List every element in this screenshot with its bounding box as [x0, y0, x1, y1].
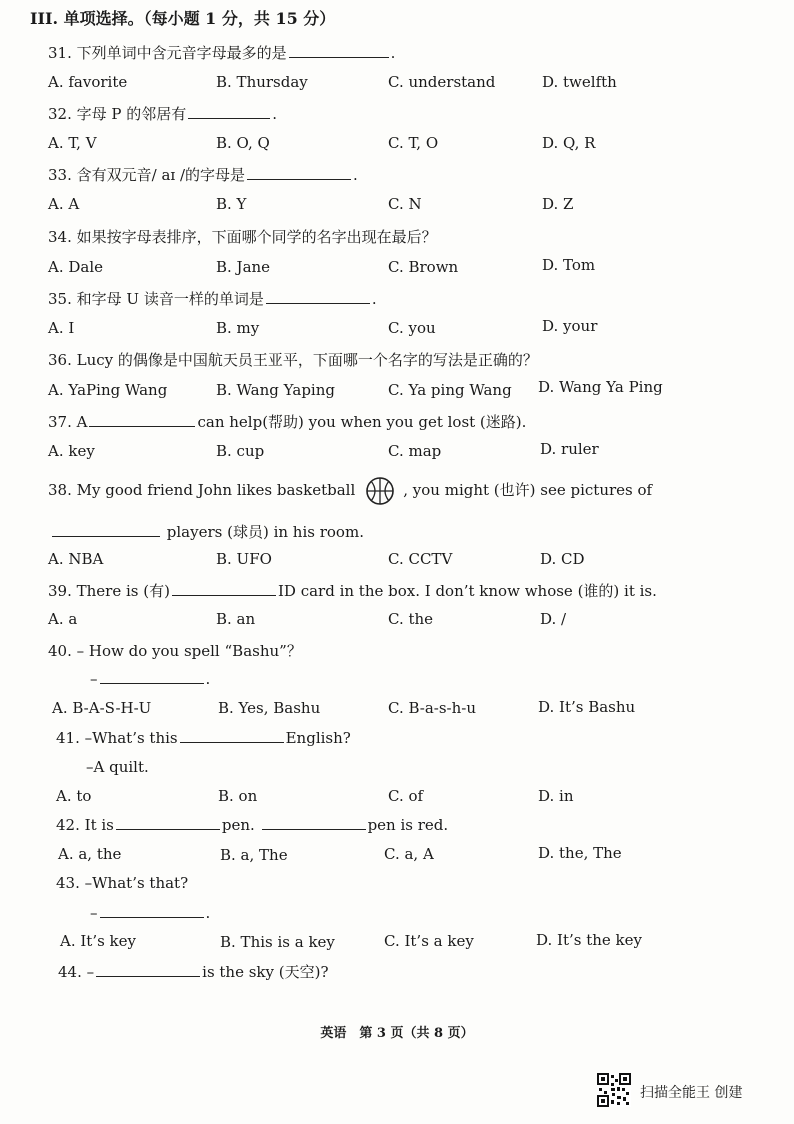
- question-text: –What’s that?: [84, 874, 189, 892]
- option-d: D. Wang Ya Ping: [538, 378, 663, 396]
- question-33: [48, 164, 358, 185]
- option-b: B. Y: [216, 195, 247, 213]
- option-b: B. UFO: [216, 550, 272, 568]
- option-c: C. Ya ping Wang: [388, 381, 512, 399]
- question-text: 和字母 U 读音一样的单词是: [76, 290, 264, 308]
- page-footer: 英语 第 3 页（共 8 页）: [320, 1026, 474, 1041]
- option-c: C. It’s a key: [384, 932, 474, 950]
- option-b: B. my: [216, 319, 260, 337]
- option-c: C. CCTV: [388, 550, 453, 568]
- question-text-post: can help(帮助) you when you get lost (迷路).: [197, 413, 527, 431]
- question-44: [58, 961, 329, 982]
- option-c: C. map: [388, 442, 442, 460]
- question-text-post: is the sky (天空)?: [202, 963, 329, 981]
- answer-blank: [89, 425, 195, 427]
- option-c: C. of: [388, 787, 424, 805]
- question-number: 42.: [56, 816, 80, 834]
- question-43: [56, 874, 188, 892]
- question-number: 39.: [48, 582, 72, 600]
- question-punct: .: [272, 105, 278, 123]
- question-41-reply: –A quilt.: [86, 758, 149, 776]
- option-b: B. Jane: [216, 258, 271, 276]
- question-34: [48, 226, 437, 247]
- question-punct: .: [371, 290, 377, 308]
- option-d: D. CD: [540, 550, 585, 568]
- option-b: B. cup: [216, 442, 265, 460]
- question-42: [56, 816, 448, 834]
- option-d: D. /: [540, 610, 567, 628]
- option-a: A. I: [48, 319, 75, 337]
- answer-blank: [262, 828, 366, 830]
- question-35: [48, 288, 377, 309]
- question-text-mid: pen.: [221, 816, 255, 834]
- reply-dash: –: [90, 670, 98, 688]
- question-text-post: ID card in the box. I don’t know whose (谁的) it is.: [277, 582, 657, 600]
- question-number: 37.: [48, 413, 72, 431]
- option-a: A. a: [48, 610, 78, 628]
- option-a: A. It’s key: [60, 932, 136, 950]
- question-36: [48, 349, 538, 370]
- question-number: 40.: [48, 642, 72, 660]
- scanner-watermark-label: 扫描全能王 创建: [640, 1085, 743, 1101]
- answer-blank: [180, 741, 284, 743]
- option-a: A. favorite: [48, 73, 128, 91]
- question-38-continuation: [50, 521, 364, 542]
- option-a: A. A: [48, 195, 80, 213]
- question-text-pre: My good friend John likes basketball: [76, 481, 356, 499]
- option-d: D. It’s Bashu: [538, 698, 636, 716]
- option-d: D. ruler: [540, 440, 599, 458]
- option-c: C. understand: [388, 73, 496, 91]
- question-number: 36.: [48, 351, 72, 369]
- section-title: III. 单项选择。（每小题 1 分，共 15 分）: [30, 9, 336, 28]
- option-c: C. you: [388, 319, 436, 337]
- option-a: A. B-A-S-H-U: [52, 699, 152, 717]
- question-32: [48, 103, 277, 124]
- option-d: D. Q, R: [542, 134, 596, 152]
- option-a: A. YaPing Wang: [48, 381, 168, 399]
- question-text-pre: A: [76, 413, 88, 431]
- reply-dash: –: [90, 904, 98, 922]
- question-number: 41.: [56, 729, 80, 747]
- answer-blank: [289, 56, 389, 58]
- option-b: B. on: [218, 787, 258, 805]
- answer-blank: [266, 302, 370, 304]
- option-b: B. an: [216, 610, 256, 628]
- option-c: C. N: [388, 195, 422, 213]
- answer-blank: [247, 178, 351, 180]
- reply-punct: .: [205, 904, 211, 922]
- question-text-pre: –What’s this: [84, 729, 178, 747]
- question-text: 含有双元音/ aɪ /的字母是: [76, 166, 246, 184]
- option-b: B. O, Q: [216, 134, 270, 152]
- option-a: A. a, the: [58, 845, 122, 863]
- question-number: 34.: [48, 228, 72, 246]
- question-39: [48, 580, 657, 601]
- option-d: D. Z: [542, 195, 574, 213]
- question-number: 44.: [58, 963, 82, 981]
- question-number: 43.: [56, 874, 80, 892]
- option-b: B. This is a key: [220, 933, 335, 951]
- answer-blank: [172, 594, 276, 596]
- option-d: D. Tom: [542, 256, 596, 274]
- question-43-reply: [90, 904, 210, 922]
- answer-blank: [100, 916, 204, 918]
- question-text: – How do you spell “Bashu”？: [76, 642, 302, 660]
- question-40: [48, 640, 302, 661]
- question-41: [56, 729, 351, 747]
- question-text: Lucy 的偶像是中国航天员王亚平，下面哪一个名字的写法是正确的？: [76, 351, 538, 369]
- question-punct: .: [353, 166, 358, 184]
- answer-blank: [100, 682, 204, 684]
- option-d: D. twelfth: [542, 73, 617, 91]
- question-number: 35.: [48, 290, 72, 308]
- option-d: D. in: [538, 787, 574, 805]
- option-c: C. the: [388, 610, 434, 628]
- question-text-post: English?: [285, 729, 351, 747]
- question-text: 字母 P 的邻居有: [76, 105, 187, 123]
- basketball-icon: [365, 476, 395, 506]
- question-text-pre: It is: [84, 816, 114, 834]
- question-number: 38.: [48, 481, 72, 499]
- option-c: C. a, A: [384, 845, 434, 863]
- option-b: B. Wang Yaping: [216, 381, 335, 399]
- question-text: 下列单词中含元音字母最多的是: [76, 44, 287, 62]
- option-a: A. T, V: [48, 134, 97, 152]
- option-d: D. the, The: [538, 844, 622, 862]
- question-text-post: , you might (也许) see pictures of: [403, 481, 653, 499]
- question-40-reply: [90, 670, 210, 688]
- question-punct: .: [390, 44, 396, 62]
- option-b: B. Yes, Bashu: [218, 699, 321, 717]
- option-a: A. key: [48, 442, 95, 460]
- question-text: 如果按字母表排序，下面哪个同学的名字出现在最后？: [76, 228, 437, 246]
- option-a: A. NBA: [48, 550, 104, 568]
- option-b: B. a, The: [220, 846, 288, 864]
- qr-code-icon: [597, 1073, 631, 1107]
- option-b: B. Thursday: [216, 73, 308, 91]
- option-c: C. B-a-s-h-u: [388, 699, 477, 717]
- question-number: 33.: [48, 166, 72, 184]
- answer-blank: [116, 828, 220, 830]
- question-31: [48, 42, 395, 63]
- question-number: 32.: [48, 105, 72, 123]
- option-d: D. It’s the key: [536, 931, 642, 949]
- answer-blank: [188, 117, 270, 119]
- option-d: D. your: [542, 317, 598, 335]
- question-number: 31.: [48, 44, 72, 62]
- option-a: A. to: [56, 787, 92, 805]
- question-text-post: pen is red.: [367, 816, 449, 834]
- question-text-pre: There is (有): [76, 582, 170, 600]
- answer-blank: [52, 535, 160, 537]
- question-text: players (球员) in his room.: [166, 523, 364, 541]
- reply-punct: .: [205, 670, 211, 688]
- question-38: [48, 476, 652, 506]
- option-c: C. Brown: [388, 258, 459, 276]
- question-37: [48, 411, 526, 432]
- option-a: A. Dale: [48, 258, 104, 276]
- option-c: C. T, O: [388, 134, 439, 152]
- answer-blank: [96, 975, 200, 977]
- question-dash: –: [86, 963, 95, 981]
